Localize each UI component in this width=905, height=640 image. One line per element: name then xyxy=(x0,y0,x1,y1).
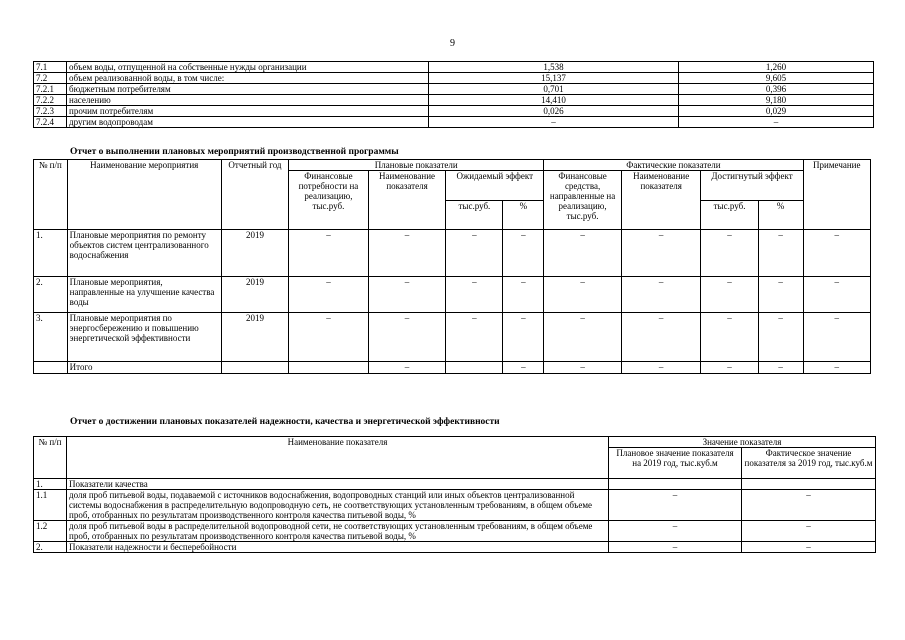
header-fact-percent: % xyxy=(758,200,803,230)
dash-cell: – xyxy=(368,230,446,277)
dash-cell: – xyxy=(544,277,622,313)
row-num xyxy=(34,362,68,374)
row-year: 2019 xyxy=(221,313,288,362)
row-fact: 1,260 xyxy=(679,62,874,73)
dash-cell: – xyxy=(621,277,701,313)
row-num: 7.2 xyxy=(34,73,67,84)
row-num: 3. xyxy=(34,313,68,362)
dash-cell: – xyxy=(544,362,622,374)
dash-cell: – xyxy=(803,277,870,313)
dash-cell: – xyxy=(758,362,803,374)
indicators-report-title: Отчет о достижении плановых показателей надежности, качества и энергетической эффективности xyxy=(70,417,500,427)
row-fact: 0,396 xyxy=(679,84,874,95)
table-row xyxy=(34,521,876,542)
row-name: Итого xyxy=(67,362,221,374)
row-fact: 9,180 xyxy=(679,95,874,106)
dash-cell: – xyxy=(758,277,803,313)
row-plan: 0,026 xyxy=(429,106,679,117)
header-actual: Фактические показатели xyxy=(544,160,803,171)
row-plan xyxy=(609,479,742,490)
dash-cell: – xyxy=(544,313,622,362)
row-plan: – xyxy=(429,117,679,128)
table-row xyxy=(34,62,874,73)
dash-cell: – xyxy=(289,313,369,362)
dash-cell: – xyxy=(503,313,544,362)
table-row xyxy=(34,117,874,128)
header-fact-effect: Достигнутый эффект xyxy=(701,171,803,201)
row-name: Показатели надежности и бесперебойности xyxy=(67,542,609,553)
dash-cell: – xyxy=(758,313,803,362)
row-name: доля проб питьевой воды, подаваемой с источников водоснабжения, водопроводных станций или иных объектов централизованной системы водоснабжения в распределительную водопроводную сеть, не соответствующих установленным требованиям, в общем объеме проб, отобранных по результатам производственного контроля качества питьевой воды, % xyxy=(67,490,609,521)
table-row xyxy=(34,84,874,95)
dash-cell: – xyxy=(368,362,446,374)
row-name: объем реализованной воды, в том числе: xyxy=(67,73,429,84)
header-fact-indicator: Наименование показателя xyxy=(621,171,701,230)
dash-cell: – xyxy=(368,313,446,362)
table-row xyxy=(34,73,874,84)
row-year xyxy=(221,362,288,374)
dash-cell: – xyxy=(701,362,758,374)
header-note: Примечание xyxy=(803,160,870,230)
row-fact: – xyxy=(742,542,876,553)
dash-cell: – xyxy=(446,277,503,313)
table-row xyxy=(34,542,876,553)
row-fact: – xyxy=(742,490,876,521)
table-row xyxy=(34,362,871,374)
row-num: 7.2.1 xyxy=(34,84,67,95)
row-num: 2. xyxy=(34,277,68,313)
row-name: Плановые мероприятия по энергосбережению и повышению энергетической эффективности xyxy=(67,313,221,362)
table-row xyxy=(34,490,876,521)
dash-cell: – xyxy=(621,230,701,277)
row-name: доля проб питьевой воды в распределительной водопроводной сети, не соответствующих установленным требованиям, в общем объеме проб, отобранных по результатам производственного контроля качества питьевой воды, % xyxy=(67,521,609,542)
row-fact: 0,029 xyxy=(679,106,874,117)
header-plan-indicator: Наименование показателя xyxy=(368,171,446,230)
dash-cell xyxy=(446,362,503,374)
indicators-report-table xyxy=(33,436,876,553)
row-plan: 14,410 xyxy=(429,95,679,106)
header-name: Наименование мероприятия xyxy=(67,160,221,230)
row-num: 7.2.4 xyxy=(34,117,67,128)
row-name: прочим потребителям xyxy=(67,106,429,117)
dash-cell: – xyxy=(758,230,803,277)
dash-cell: – xyxy=(446,313,503,362)
row-num: 7.2.2 xyxy=(34,95,67,106)
table-row xyxy=(34,230,871,277)
header-planned: Плановые показатели xyxy=(289,160,544,171)
dash-cell: – xyxy=(621,313,701,362)
dash-cell: – xyxy=(803,230,870,277)
header-fact-thous: тыс.руб. xyxy=(701,200,758,230)
header-plan-thous: тыс.руб. xyxy=(446,200,503,230)
row-plan: 1,538 xyxy=(429,62,679,73)
program-report-table xyxy=(33,159,871,374)
row-fact: – xyxy=(742,521,876,542)
header-plan-effect: Ожидаемый эффект xyxy=(446,171,544,201)
dash-cell: – xyxy=(803,313,870,362)
table-row xyxy=(34,277,871,313)
row-plan: – xyxy=(609,490,742,521)
dash-cell: – xyxy=(803,362,870,374)
row-num: 7.2.3 xyxy=(34,106,67,117)
dash-cell xyxy=(289,362,369,374)
row-name: Показатели качества xyxy=(67,479,609,490)
dash-cell: – xyxy=(701,313,758,362)
row-name: другим водопроводам xyxy=(67,117,429,128)
header-num: № п/п xyxy=(34,160,68,230)
dash-cell: – xyxy=(503,230,544,277)
ind-header-num: № п/п xyxy=(34,437,67,479)
row-num: 1. xyxy=(34,479,67,490)
dash-cell: – xyxy=(446,230,503,277)
row-num: 1. xyxy=(34,230,68,277)
row-plan: 15,137 xyxy=(429,73,679,84)
header-year: Отчетный год xyxy=(221,160,288,230)
row-num: 1.2 xyxy=(34,521,67,542)
dash-cell: – xyxy=(621,362,701,374)
header-plan-percent: % xyxy=(503,200,544,230)
table-row xyxy=(34,106,874,117)
dash-cell: – xyxy=(503,277,544,313)
ind-header-fact: Фактическое значение показателя за 2019 год, тыс.куб.м xyxy=(742,448,876,479)
row-name: Плановые мероприятия, направленные на улучшение качества воды xyxy=(67,277,221,313)
dash-cell: – xyxy=(544,230,622,277)
header-plan-fin: Финансовые потребности на реализацию, тыс.руб. xyxy=(289,171,369,230)
ind-header-value: Значение показателя xyxy=(609,437,876,448)
ind-header-plan: Плановое значение показателя на 2019 год, тыс.куб.м xyxy=(609,448,742,479)
dash-cell: – xyxy=(701,230,758,277)
row-plan: – xyxy=(609,521,742,542)
dash-cell: – xyxy=(701,277,758,313)
row-num: 7.1 xyxy=(34,62,67,73)
row-name: населению xyxy=(67,95,429,106)
row-plan: 0,701 xyxy=(429,84,679,95)
row-fact: – xyxy=(679,117,874,128)
dash-cell: – xyxy=(289,277,369,313)
row-year: 2019 xyxy=(221,277,288,313)
row-fact xyxy=(742,479,876,490)
header-fact-fin: Финансовые средства, направленные на реализацию, тыс.руб. xyxy=(544,171,622,230)
row-year: 2019 xyxy=(221,230,288,277)
program-report-title: Отчет о выполнении плановых мероприятий производственной программы xyxy=(70,147,399,157)
page-number: 9 xyxy=(450,38,455,49)
table-row xyxy=(34,95,874,106)
row-name: бюджетным потребителям xyxy=(67,84,429,95)
ind-header-name: Наименование показателя xyxy=(67,437,609,479)
row-num: 1.1 xyxy=(34,490,67,521)
table-row xyxy=(34,479,876,490)
dash-cell: – xyxy=(289,230,369,277)
table-row xyxy=(34,313,871,362)
water-volume-table xyxy=(33,61,874,128)
row-name: объем воды, отпущенной на собственные нужды организации xyxy=(67,62,429,73)
row-plan: – xyxy=(609,542,742,553)
dash-cell: – xyxy=(503,362,544,374)
row-fact: 9,605 xyxy=(679,73,874,84)
dash-cell: – xyxy=(368,277,446,313)
row-num: 2. xyxy=(34,542,67,553)
row-name: Плановые мероприятия по ремонту объектов систем централизованного водоснабжения xyxy=(67,230,221,277)
